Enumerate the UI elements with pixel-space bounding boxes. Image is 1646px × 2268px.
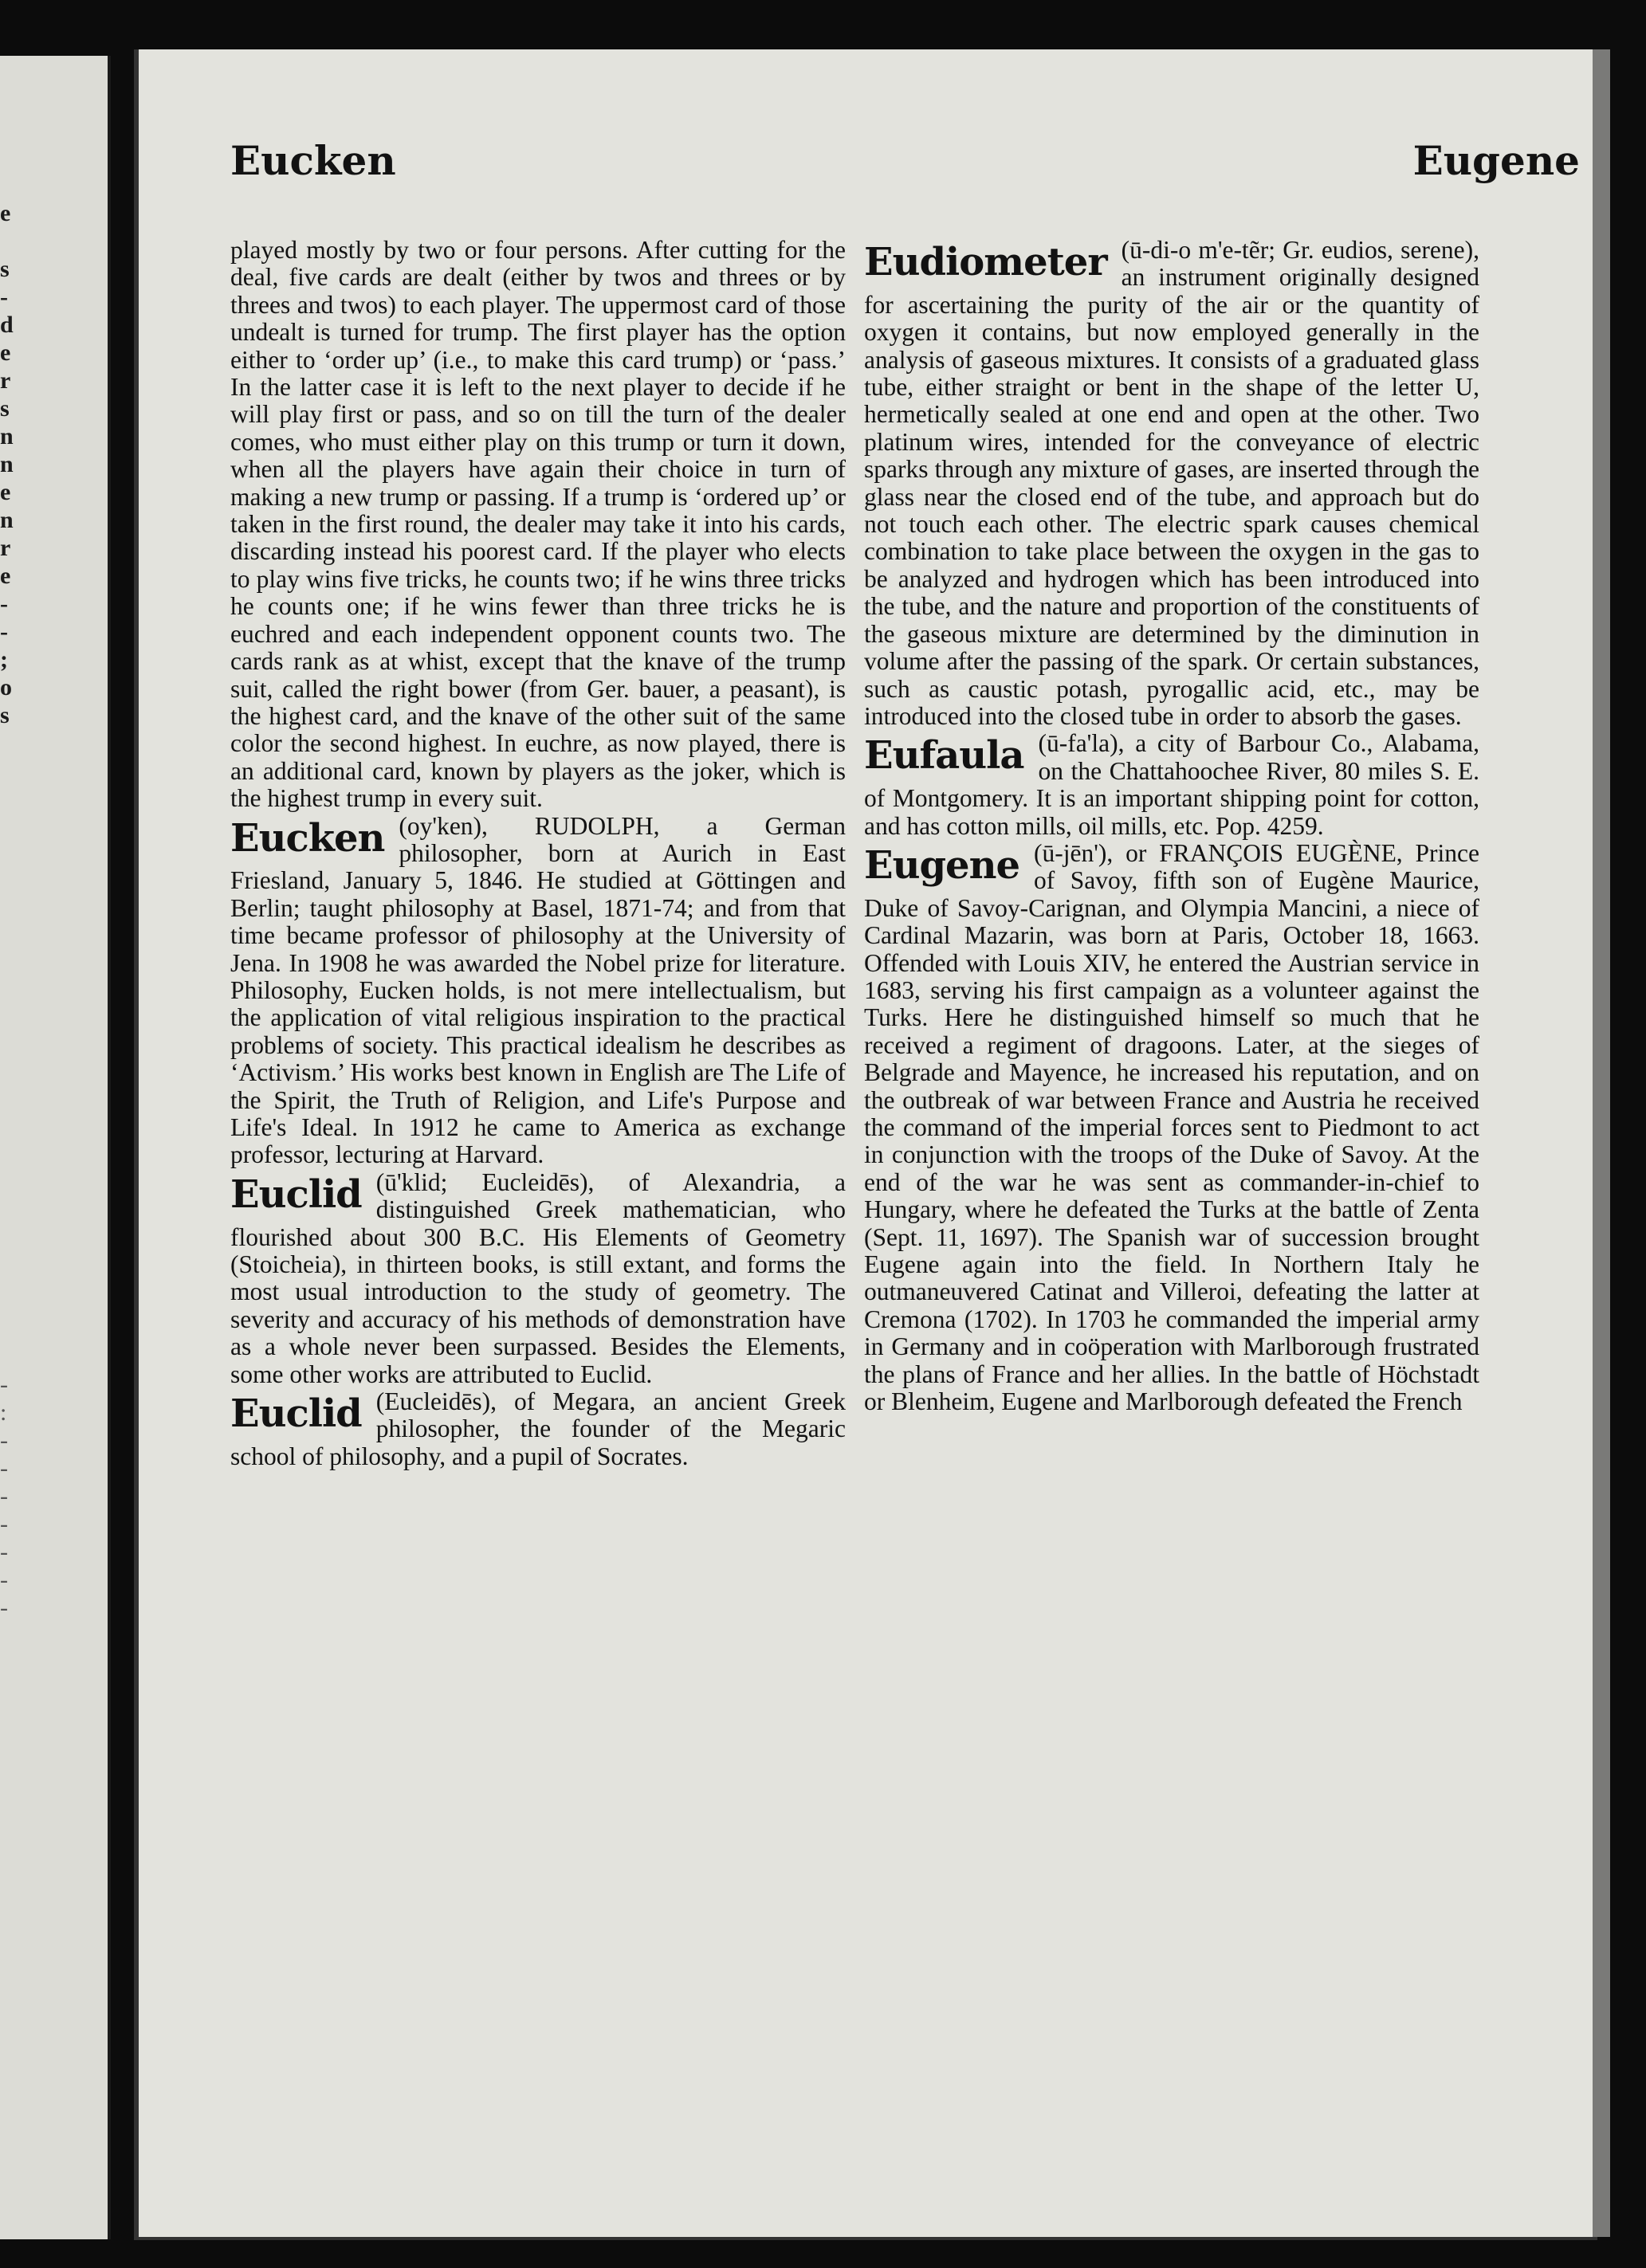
entry-euclid-alexandria [230, 1169, 846, 1388]
entry-text: (Eucleidēs), of Megara, an ancient Greek philosopher, the founder of the Megaric school of philosophy, and a pupil of Socrates. [230, 1387, 846, 1470]
headword: Eudiometer [864, 240, 1107, 284]
entry-text: (oy'ken), RUDOLPH, a German philosopher, born at Aurich in East Friesland, January 5, 1846. He studied at Göttingen and Berlin; taught philosophy at Basel, 1871-74; and from that time became professor of philosophy at the University of Jena. In 1908 he was awarded the Nobel prize for literature. Philosophy, Eucken holds, is not mere intellectualism, but the application of vital religious inspiration to the practical problems of society. This practical idealism he describes as ‘Activism.’ His works best known in English are The Life of the Spirit, the Truth of Religion, and Life's Purpose and Life's Ideal. In 1912 he came to America as exchange professor, lecturing at Harvard. [230, 811, 846, 1169]
headword: Eucken [230, 815, 385, 861]
running-head [139, 137, 1597, 201]
entry-eucken [230, 813, 846, 1169]
book-page [134, 49, 1597, 2240]
entry-eugene [864, 840, 1479, 1416]
headword: Euclid [230, 1171, 362, 1217]
left-column [230, 237, 846, 1470]
previous-page-text-fragments: e s - d e r s n n e n r e - - ; o s [0, 200, 14, 728]
previous-page-text-fragments-lower: - : - - - - - - - [0, 1371, 8, 1621]
running-head-left: Eucken [230, 137, 396, 184]
running-head-right: Eugene [1412, 137, 1580, 184]
entry-eudiometer [864, 237, 1479, 730]
entry-euclid-megara [230, 1388, 846, 1470]
entry-text: (ū-fa'la), a city of Barbour Co., Alabama, on the Chattahoochee River, 80 miles S. E. of Montgomery. It is an important shipping point for cotton, and has cotton mills, oil mills, etc. Pop. 4259. [864, 729, 1479, 840]
page-edge-shadow [1593, 49, 1610, 2237]
entry-text: (ū-di-o m'e-tẽr; Gr. eudios, serene), an instrument originally designed for ascertaining the purity of the air or the quantity of oxygen it contains, but now employed generally in the analysis of gaseous mixtures. It consists of a graduated glass tube, either straight or bent in the shape of the letter U, hermetically sealed at one end and open at the other. Two platinum wires, intended for the conveyance of electric sparks through any mixture of gases, are inserted through the glass near the closed end of the tube, and approach but do not touch each other. The electric spark causes chemical combination to take place between the oxygen in the gas to be analyzed and hydrogen which has been introduced into the tube, and the nature and proportion of the constituents of the gaseous mixture are determined by the diminution in volume after the passing of the spark. Or certain substances, such as caustic potash, pyrogallic acid, etc., may be introduced into the closed tube in order to absorb the gases. [864, 236, 1479, 730]
entry-text: (ū-jēn'), or FRANÇOIS EUGÈNE, Prince of Savoy, fifth son of Eugène Maurice, Duke of Savoy-Carignan, and Olympia Mancini, a niece of Cardinal Mazarin, was born at Paris, October 18, 1663. Offended with Louis XIV, he entered the Austrian service in 1683, serving his first campaign as a volunteer against the Turks. Here he distinguished himself so much that he received a regiment of dragoons. Later, at the sieges of Belgrade and Mayence, he increased his reputation, and on the outbreak of war between France and Austria he received the command of the imperial forces sent to Piedmont to act in conjunction with the troops of the Duke of Savoy. At the end of the war he was sent as commander-in-chief to Hungary, where he defeated the Turks at the battle of Zenta (Sept. 11, 1697). The Spanish war of succession brought Eugene again into the field. In Northern Italy he outmaneuvered Catinat and Villeroi, defeating the latter at Cremona (1702). In 1703 he commanded the imperial army in Germany and in coöperation with Marlborough frustrated the plans of France and her allies. In the battle of Höchstadt or Blenheim, Eugene and Marlborough defeated the French [864, 838, 1479, 1416]
continuation-paragraph: played mostly by two or four persons. After cutting for the deal, five cards are dealt (either by twos and threes or by threes and twos) to each player. The uppermost card of those undealt is turned for trump. The first player has the option either to ‘order up’ (i.e., to make this card trump) or ‘pass.’ In the latter case it is left to the next player to decide if he will play first or pass, and so on till the turn of the dealer comes, who must either play on this trump or turn it down, when all the players have again their choice in turn of making a new trump or passing. If a trump is ‘ordered up’ or taken in the first round, the dealer may take it into his cards, discarding instead his poorest card. If the player who elects to play wins five tricks, he counts two; if he wins three tricks he counts one; if he wins fewer than three tricks he is euchred and each independent opponent counts two. The cards rank as at whist, except that the knave of the trump suit, called the right bower (from Ger. bauer, a peasant), is the highest card, and the knave of the other suit of the same color the second highest. In euchre, as now played, there is an additional card, known by players as the joker, which is the highest trump in every suit. [230, 236, 846, 813]
previous-page-edge [0, 56, 111, 2239]
headword: Eufaula [864, 733, 1024, 779]
entry-eufaula [864, 730, 1479, 840]
right-column [864, 237, 1479, 1415]
entry-text: (ū'klid; Eucleidēs), of Alexandria, a distinguished Greek mathematician, who flourished about 300 B.C. His Elements of Geometry (Stoicheia), in thirteen books, is still extant, and forms the most usual introduction to the study of geometry. The severity and accuracy of his methods of demonstration have as a whole never been surpassed. Besides the Elements, some other works are attributed to Euclid. [230, 1167, 846, 1388]
headword: Euclid [230, 1391, 362, 1437]
headword: Eugene [864, 842, 1020, 888]
